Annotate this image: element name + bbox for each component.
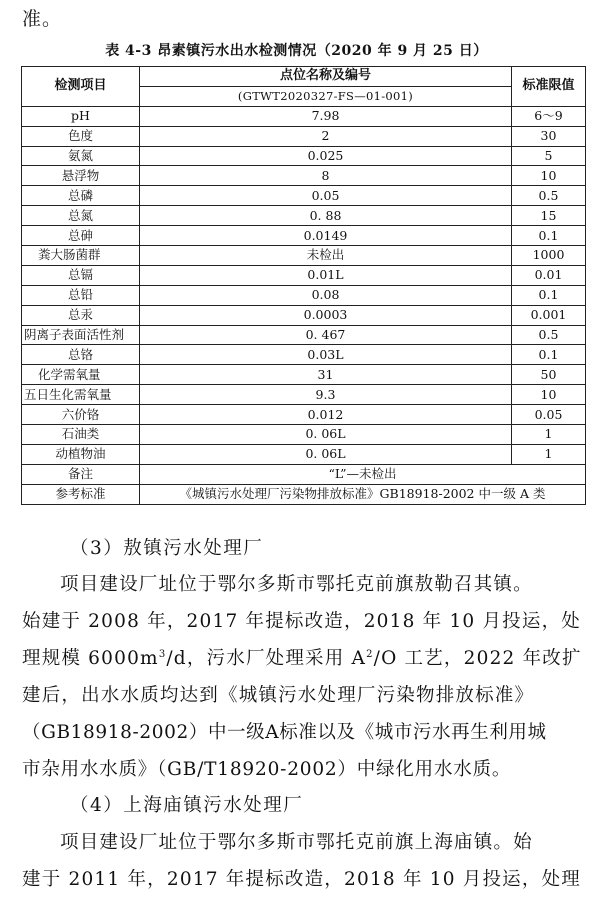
table-row <box>22 305 586 325</box>
table-row <box>22 246 586 266</box>
table-row <box>22 385 586 405</box>
cell-value: 0.0003 <box>140 305 512 325</box>
cell-limit: 0.5 <box>512 186 586 206</box>
cell-item: 五日生化需氧量 <box>22 385 140 405</box>
table-remark-row-label: 备注 <box>22 464 140 484</box>
cell-limit: 50 <box>512 365 586 385</box>
table-remark-row <box>22 464 586 484</box>
cell-limit: 0.001 <box>512 305 586 325</box>
cell-limit: 0.1 <box>512 345 586 365</box>
section4-heading: （4）上海庙镇污水处理厂 <box>70 795 304 816</box>
section3-heading: （3）敖镇污水处理厂 <box>70 538 264 559</box>
cell-item: 总铅 <box>22 285 140 305</box>
table-standard-row-text: 《城镇污水处理厂污染物排放标准》GB18918-2002 中一级 A 类 <box>140 484 586 504</box>
section4-line: 建于 2011 年，2017 年提标改造，2018 年 10 月投运，处理 <box>22 869 581 890</box>
cell-value: 0. 88 <box>140 206 512 226</box>
cell-item: 六价铬 <box>22 405 140 425</box>
cell-item: 阴离子表面活性剂 <box>22 325 140 345</box>
table-standard-row <box>22 484 586 504</box>
cell-limit: 0.1 <box>512 226 586 246</box>
section3-line: 理规模 $6000m^3/d$，污水厂处理采用 $A^2/O$ 工艺，2022 年改扩 <box>22 648 582 669</box>
table-row <box>22 365 586 385</box>
cell-value: 0.05 <box>140 186 512 206</box>
cell-item: 色度 <box>22 126 140 146</box>
table-row <box>22 444 586 464</box>
table-header-row <box>22 67 586 87</box>
cell-value: 8 <box>140 166 512 186</box>
table-row <box>22 345 586 365</box>
cell-value: 0. 467 <box>140 325 512 345</box>
cell-value: 0. 06L <box>140 425 512 445</box>
cell-item: 化学需氧量 <box>22 365 140 385</box>
cell-value: 0.025 <box>140 146 512 166</box>
cell-limit: 10 <box>512 166 586 186</box>
cell-value: 7.98 <box>140 106 512 126</box>
cell-value: 31 <box>140 365 512 385</box>
section3-line: 市杂用水水质》（GB/T18920-2002）中绿化用水水质。 <box>22 759 512 780</box>
cell-limit: 0.01 <box>512 265 586 285</box>
lead-text: 准。 <box>22 8 63 30</box>
cell-limit: 6～9 <box>512 106 586 126</box>
cell-item: 粪大肠菌群 <box>22 246 140 266</box>
cell-item: 总氮 <box>22 206 140 226</box>
cell-limit: 5 <box>512 146 586 166</box>
cell-value: 0.0149 <box>140 226 512 246</box>
header-limit: 标准限值 <box>512 67 586 107</box>
cell-value: 2 <box>140 126 512 146</box>
section3-line: 项目建设厂址位于鄂尔多斯市鄂托克前旗敖勒召其镇。 <box>60 574 533 595</box>
cell-item: 石油类 <box>22 425 140 445</box>
table-row <box>22 405 586 425</box>
table-row <box>22 226 586 246</box>
header-item: 检测项目 <box>22 67 140 107</box>
monitoring-table <box>21 66 586 505</box>
cell-value: 9.3 <box>140 385 512 405</box>
cell-value: 未检出 <box>140 246 512 266</box>
table-row <box>22 206 586 226</box>
cell-limit: 30 <box>512 126 586 146</box>
cell-item: 悬浮物 <box>22 166 140 186</box>
cell-item: 总砷 <box>22 226 140 246</box>
cell-value: 0.01L <box>140 265 512 285</box>
table-row <box>22 325 586 345</box>
table-standard-row-label: 参考标准 <box>22 484 140 504</box>
cell-item: 总汞 <box>22 305 140 325</box>
cell-value: 0.08 <box>140 285 512 305</box>
cell-value: 0.03L <box>140 345 512 365</box>
cell-item: 总铬 <box>22 345 140 365</box>
cell-item: 氨氮 <box>22 146 140 166</box>
header-point-name: 点位名称及编号 <box>140 67 512 87</box>
cell-limit: 0.1 <box>512 285 586 305</box>
table-row <box>22 166 586 186</box>
cell-limit: 10 <box>512 385 586 405</box>
table-row <box>22 425 586 445</box>
table-row <box>22 106 586 126</box>
cell-value: 0. 06L <box>140 444 512 464</box>
cell-limit: 15 <box>512 206 586 226</box>
cell-item: 动植物油 <box>22 444 140 464</box>
table-row <box>22 285 586 305</box>
cell-item: pH <box>22 106 140 126</box>
cell-value: 0.012 <box>140 405 512 425</box>
cell-limit: 1000 <box>512 246 586 266</box>
cell-item: 总磷 <box>22 186 140 206</box>
cell-item: 总镉 <box>22 265 140 285</box>
table-caption: 表 4-3 昂素镇污水出水检测情况（2020 年 9 月 25 日） <box>105 43 488 59</box>
table-row <box>22 265 586 285</box>
section3-line: 建后，出水水质均达到《城镇污水处理厂污染物排放标准》 <box>22 685 535 706</box>
section3-line: 始建于 2008 年，2017 年提标改造，2018 年 10 月投运，处 <box>22 611 581 632</box>
cell-limit: 1 <box>512 444 586 464</box>
table-row <box>22 186 586 206</box>
header-point-code: (GTWT2020327-FS—01-001) <box>140 86 512 106</box>
cell-limit: 0.5 <box>512 325 586 345</box>
section3-line: （GB18918-2002）中一级A标准以及《城市污水再生利用城 <box>22 722 547 743</box>
table-remark-row-text: “L”—未检出 <box>140 464 586 484</box>
cell-limit: 0.05 <box>512 405 586 425</box>
section4-line: 项目建设厂址位于鄂尔多斯市鄂托克前旗上海庙镇。始 <box>60 832 533 853</box>
table-row <box>22 126 586 146</box>
table-row <box>22 146 586 166</box>
cell-limit: 1 <box>512 425 586 445</box>
